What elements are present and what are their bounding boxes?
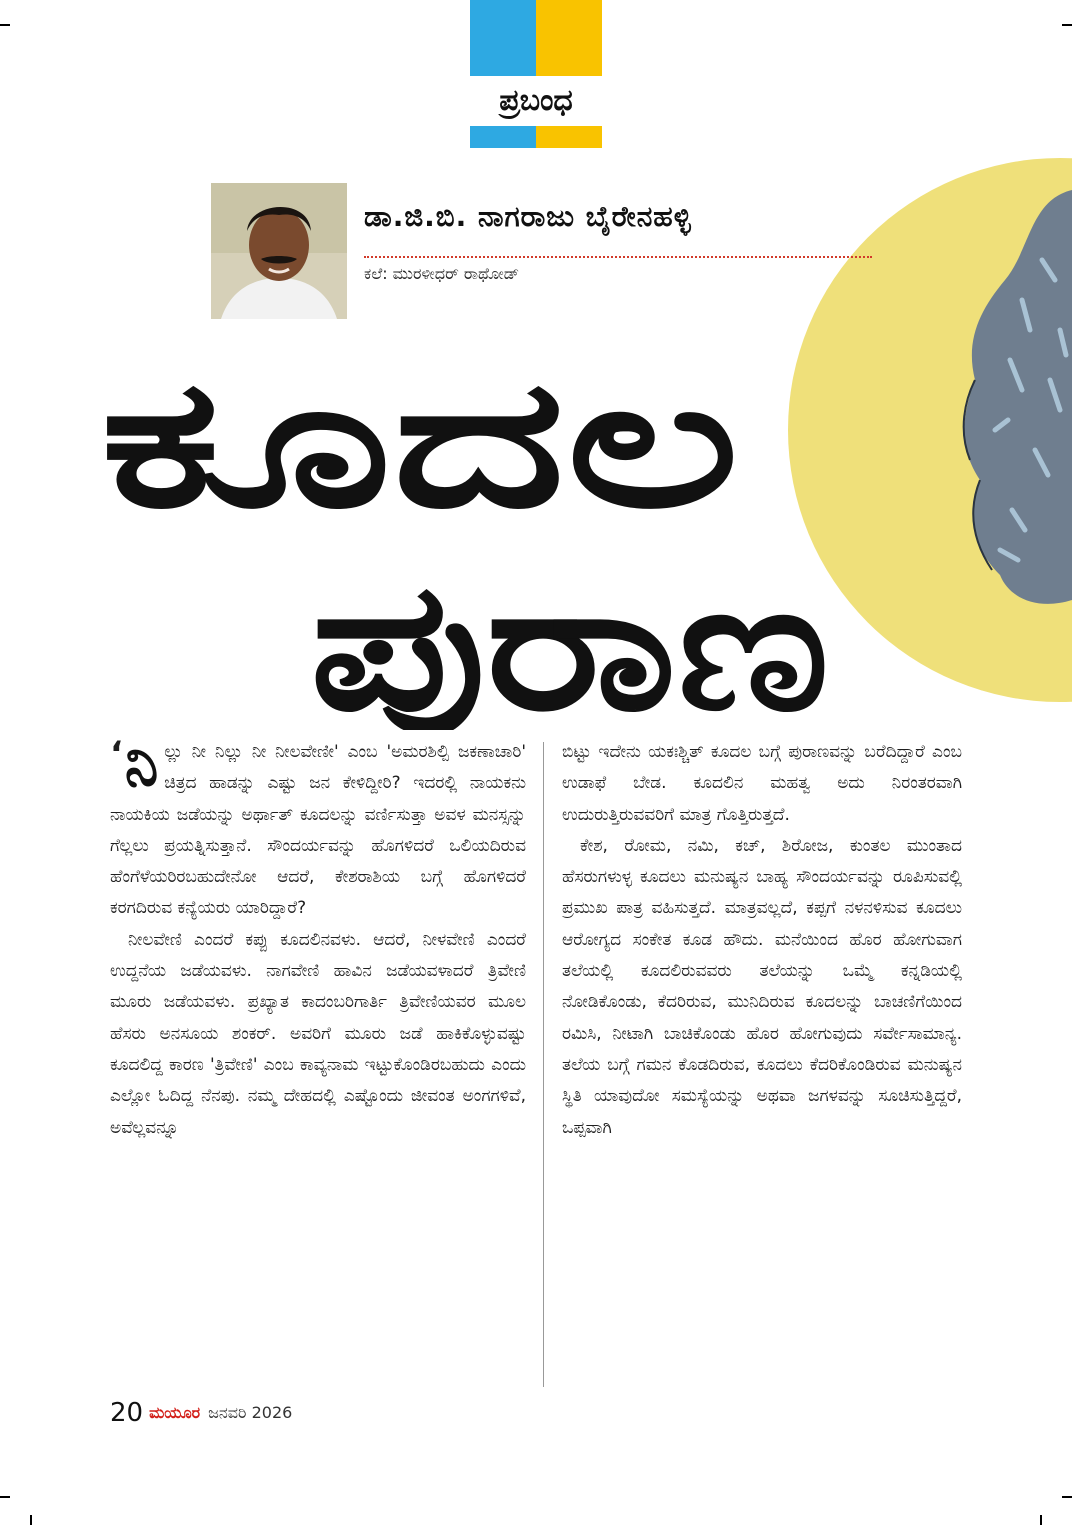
issue-date: ಜನವರಿ 2026 xyxy=(208,1403,293,1422)
author-photo xyxy=(211,183,347,319)
column-divider xyxy=(543,742,544,1387)
byline-rule xyxy=(364,256,872,258)
title-line-1: ಕೂದಲ xyxy=(100,340,740,547)
magazine-logo: ಮಯೂರ xyxy=(149,1403,201,1422)
crop-mark xyxy=(0,1496,10,1498)
section-block-blue xyxy=(470,0,536,76)
article-paragraph: ನೀಲವೇಣಿ ಎಂದರೆ ಕಪ್ಪು ಕೂದಲಿನವಳು. ಆದರೆ, ನೀಳವೇಣಿ ಎಂದರೆ ಉದ್ದನೆಯ ಜಡೆಯವಳು. ನಾಗವೇಣಿ ಹಾವಿನ ಜಡೆಯವಳಾದರೆ ತ್ರಿವೇಣಿ ಮೂರು ಜಡೆಯವಳು. ಪ್ರಖ್ಯಾತ ಕಾದಂಬರಿಗಾರ್ತಿ ತ್ರಿವೇಣಿಯವರ ಮೂಲ ಹೆಸರು ಅನಸೂಯ ಶಂಕರ್. ಅವರಿಗೆ ಮೂರು ಜಡೆ ಹಾಕಿಕೊಳ್ಳುವಷ್ಟು ಕೂದಲಿದ್ದ ಕಾರಣ 'ತ್ರಿವೇಣಿ' ಎಂಬ ಕಾವ್ಯನಾಮ ಇಟ್ಟುಕೊಂಡಿರಬಹುದು ಎಂದು ಎಲ್ಲೋ ಓದಿದ್ದ ನೆನಪು. ನಮ್ಮ ದೇಹದಲ್ಲಿ ಎಷ್ಟೊಂದು ಜೀವಂತ ಅಂಗಗಳಿವೆ, ಅವೆಲ್ಲವನ್ನೂ xyxy=(110,929,526,1138)
article-paragraph: ಬಿಟ್ಟು ಇದೇನು ಯಕಃಶ್ಚಿತ್ ಕೂದಲ ಬಗ್ಗೆ ಪುರಾಣವನ್ನು ಬರೆದಿದ್ದಾರೆ ಎಂಬ ಉಡಾಫೆ ಬೇಡ. ಕೂದಲಿನ ಮಹತ್ವ ಅದು ನಿರಂತರವಾಗಿ ಉದುರುತ್ತಿರುವವರಿಗೆ ಮಾತ್ರ ಗೊತ್ತಿರುತ್ತದೆ. xyxy=(562,742,962,825)
author-name: ಡಾ.ಜಿ.ಬಿ. ನಾಗರಾಜು ಬೈರೇನಹಳ್ಳಿ xyxy=(364,200,692,233)
title-line-2: ಪುರಾಣ xyxy=(310,543,830,730)
drop-cap: ನಿ xyxy=(124,730,159,800)
crop-mark xyxy=(1062,24,1072,26)
paragraph-text: ಲ್ಲು ನೀ ನಿಲ್ಲು ನೀ ನೀಲವೇಣೀ' ಎಂಬ 'ಅಮರಶಿಲ್ಪಿ ಜಕಣಾಚಾರಿ' ಚಿತ್ರದ ಹಾಡನ್ನು ಎಷ್ಟು ಜನ ಕೇಳಿದ್ದೀರಿ? ಇದರಲ್ಲಿ ನಾಯಕನು ನಾಯಕಿಯ ಜಡೆಯನ್ನು ಅರ್ಥಾತ್ ಕೂದಲನ್ನು ವರ್ಣಿಸುತ್ತಾ ಅವಳ ಮನಸ್ಸನ್ನು ಗೆಲ್ಲಲು ಪ್ರಯತ್ನಿಸುತ್ತಾನೆ. ಸೌಂದರ್ಯವನ್ನು ಹೊಗಳಿದರೆ ಒಲಿಯದಿರುವ ಹೆಂಗೆಳೆಯರಿರಬಹುದೇನೋ ಆದರೆ, ಕೇಶರಾಶಿಯ ಬಗ್ಗೆ ಹೊಗಳಿದರೆ ಕರಗದಿರುವ ಕನ್ಯೆಯರು ಯಾರಿದ್ದಾರೆ? xyxy=(110,742,526,919)
section-block-yellow xyxy=(536,0,602,76)
crop-mark xyxy=(1062,1496,1072,1498)
opening-quote-mark: ‘ xyxy=(110,734,123,774)
article-column-1 xyxy=(110,730,526,1144)
article-paragraph: ಕೇಶ, ರೋಮ, ನಮಿ, ಕಚ್, ಶಿರೋಜ, ಕುಂತಲ ಮುಂತಾದ ಹೆಸರುಗಳುಳ್ಳ ಕೂದಲು ಮನುಷ್ಯನ ಬಾಹ್ಯ ಸೌಂದರ್ಯವನ್ನು ರೂಪಿಸುವಲ್ಲಿ ಪ್ರಮುಖ ಪಾತ್ರ ವಹಿಸುತ್ತದೆ. ಮಾತ್ರವಲ್ಲದೆ, ಕಪ್ಪಗೆ ನಳನಳಿಸುವ ಕೂದಲು ಆರೋಗ್ಯದ ಸಂಕೇತ ಕೂಡ ಹೌದು. ಮನೆಯಿಂದ ಹೊರ ಹೋಗುವಾಗ ತಲೆಯಲ್ಲಿ ಕೂದಲಿರುವವರು ತಲೆಯನ್ನು ಒಮ್ಮೆ ಕನ್ನಡಿಯಲ್ಲಿ ನೋಡಿಕೊಂಡು, ಕೆದರಿರುವ, ಮುನಿದಿರುವ ಕೂದಲನ್ನು ಬಾಚಣಿಗೆಯಿಂದ ರಮಿಸಿ, ನೀಟಾಗಿ ಬಾಚಿಕೊಂಡು ಹೊರ ಹೋಗುವುದು ಸರ್ವೇಸಾಮಾನ್ಯ. ತಲೆಯ ಬಗ್ಗೆ ಗಮನ ಕೊಡದಿರುವ, ಕೂದಲು ಕೆದರಿಕೊಂಡಿರುವ ಮನುಷ್ಯನ ಸ್ಥಿತಿ ಯಾವುದೋ ಸಮಸ್ಯೆಯನ್ನು ಅಥವಾ ಜಗಳವನ್ನು ಸೂಚಿಸುತ್ತಿದ್ದರೆ, ಒಪ್ಪವಾಗಿ xyxy=(562,835,962,1138)
crop-mark xyxy=(0,24,10,26)
crop-mark xyxy=(30,1515,32,1525)
page-number: 20 xyxy=(110,1398,144,1428)
title xyxy=(95,330,855,730)
section-block-blue-bottom xyxy=(470,126,536,148)
article-paragraph xyxy=(110,730,526,925)
page-footer xyxy=(110,1398,292,1428)
section-label: ಪ್ರಬಂಧ xyxy=(499,83,573,118)
illustration-credit: ಕಲೆ: ಮುರಳೀಧರ್ ರಾಥೋಡ್ xyxy=(364,264,520,283)
crop-mark xyxy=(1040,1515,1042,1525)
article-column-2 xyxy=(562,737,962,1144)
section-block-yellow-bottom xyxy=(536,126,602,148)
